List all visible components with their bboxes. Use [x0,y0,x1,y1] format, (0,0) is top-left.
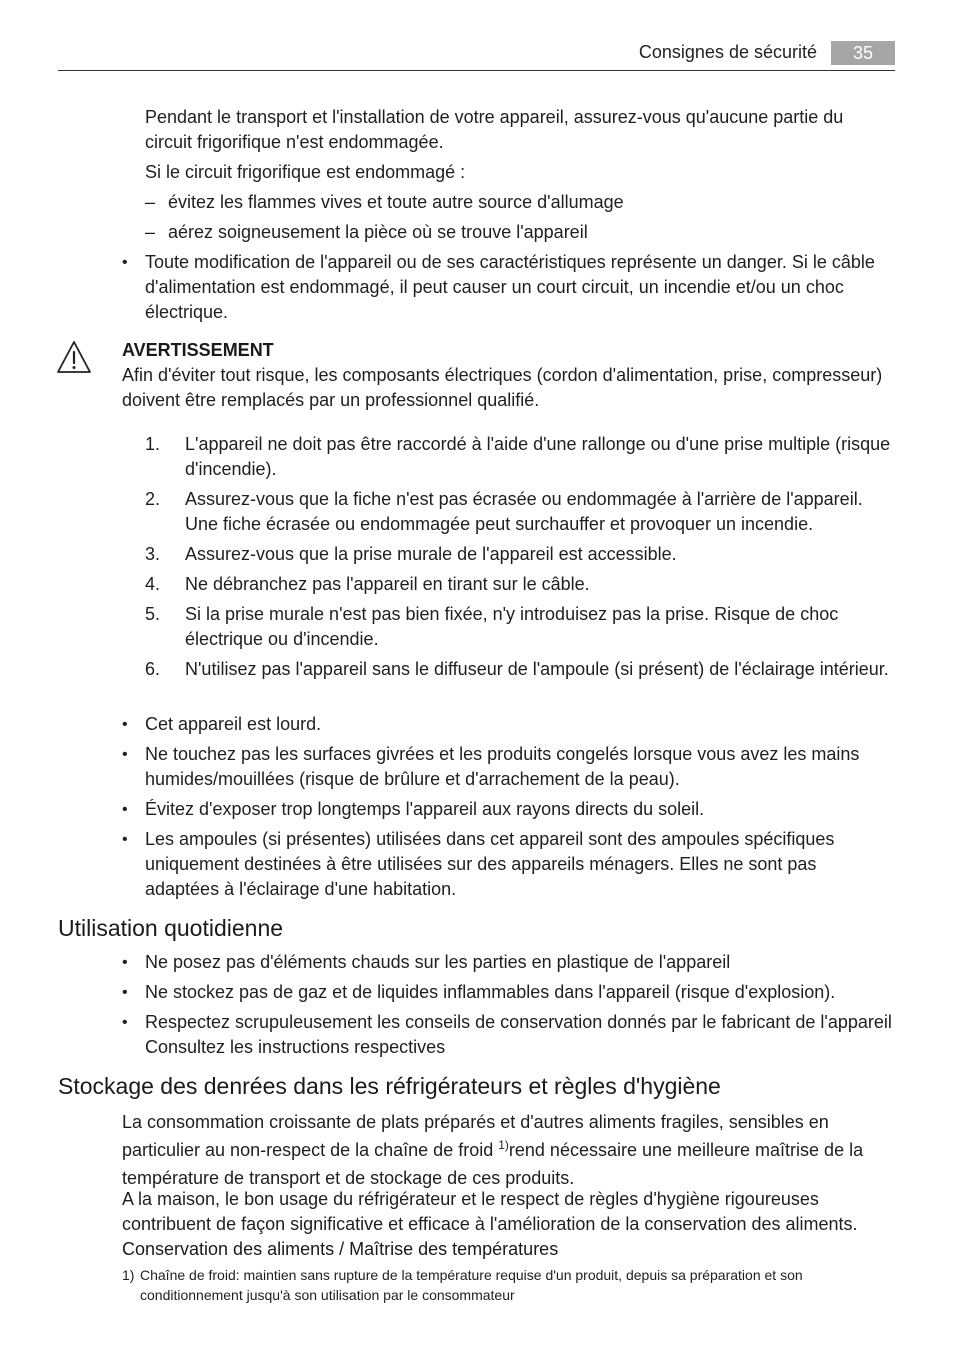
numbered-list-item: 4. Ne débranchez pas l'appareil en tirant sur le câble. [145,572,895,597]
bullet-marker: • [122,716,128,733]
warning-text: Afin d'éviter tout risque, les composants électriques (cordon d'alimentation, prise, compresseur) doivent être remplacés par un professionnel qualifié. [122,365,883,410]
bullet-list-item: • Respectez scrupuleusement les conseils de conservation donnés par le fabricant de l'appareil Consultez les instructions respectives [122,1012,892,1057]
item-number: 2. [145,489,161,509]
bullet-marker: • [122,984,128,1001]
intro-paragraph-2: Si le circuit frigorifique est endommagé : [145,162,466,182]
item-number: 4. [145,574,161,594]
numbered-list-item: 6. N'utilisez pas l'appareil sans le diffuseur de l'ampoule (si présent) de l'éclairage intérieur. [145,657,895,682]
item-number: 3. [145,544,161,564]
bullet-list-item: • Ne touchez pas les surfaces givrées et les produits congelés lorsque vous avez les mains humides/mouillées (risque de brûlure et d'arrachement de la peau). [122,744,860,789]
section-heading-daily-use: Utilisation quotidienne [58,915,284,941]
numbered-list-item: 5. Si la prise murale n'est pas bien fixée, n'y introduisez pas la prise. Risque de choc électrique ou d'incendie. [145,604,839,649]
numbered-list-item: 3. Assurez-vous que la prise murale de l'appareil est accessible. [145,542,895,567]
section-heading-storage: Stockage des denrées dans les réfrigérateurs et règles d'hygiène [58,1073,721,1099]
header-rule [58,70,895,71]
bullet-list-item: • Ne stockez pas de gaz et de liquides inflammables dans l'appareil (risque d'explosion). [122,980,895,1005]
numbered-list-item: 2. Assurez-vous que la fiche n'est pas écrasée ou endommagée à l'arrière de l'appareil. Une fiche écrasée ou endommagée peut surchauffer et provoquer un incendie. [145,489,863,534]
bullet-marker: • [122,746,128,763]
item-number: 6. [145,659,161,679]
item-number: 5. [145,604,161,624]
bullet-list-item: • Évitez d'exposer trop longtemps l'appareil aux rayons directs du soleil. [122,797,895,822]
warning-triangle-icon [56,340,92,374]
dash-list-item: – aérez soigneusement la pièce où se trouve l'appareil [145,220,895,245]
dash-list-item: – évitez les flammes vives et toute autre source d'allumage [145,190,895,215]
bullet-list-item: • Cet appareil est lourd. [122,712,895,737]
footnote [122,1265,895,1305]
bullet-list-item: • Toute modification de l'appareil ou de ses caractéristiques représente un danger. Si le câble d'alimentation est endommagé, il peut causer un court circuit, un incendie et/ou un choc électrique. [122,252,875,322]
dash-marker: – [145,192,156,212]
bullet-list-item: • Les ampoules (si présentes) utilisées dans cet appareil sont des ampoules spécifiques uniquement destinées à être utilisées sur des appareils ménagers. Elles ne sont pas adaptées à l'éclairage d'une habitation. [122,829,835,899]
numbered-list-item: 1. L'appareil ne doit pas être raccordé à l'aide d'une rallonge ou d'une prise multiple (risque d'incendie). [145,434,891,479]
bullet-marker: • [122,254,128,271]
bullet-marker: • [122,1014,128,1031]
running-header-title: Consignes de sécurité [638,42,817,62]
storage-paragraph-1: La consommation croissante de plats préparés et d'autres aliments fragiles, sensibles en particulier au non-respect de la chaîne de froid $^{1)}$rend nécessaire une meilleure maîtrise de la température de transport et de stockage de ces produits. [122,1112,864,1188]
bullet-marker: • [122,831,128,848]
dash-marker: – [145,222,156,242]
footnote-reference: 1) [498,1138,509,1152]
bullet-marker: • [122,801,128,818]
footnote-text: Chaîne de froid: maintien sans rupture de la température requise d'un produit, depuis sa préparation et son conditionnement jusqu'à son utilisation par le consommateur [140,1267,803,1303]
bullet-list-item: • Ne posez pas d'éléments chauds sur les parties en plastique de l'appareil [122,950,895,975]
bullet-marker: • [122,954,128,971]
storage-paragraph-2: A la maison, le bon usage du réfrigérateur et le respect de règles d'hygiène rigoureuses contribuent de façon significative et efficace à l'amélioration de la conservation des aliments. [122,1189,858,1234]
storage-subheading: Conservation des aliments / Maîtrise des températures [122,1239,559,1259]
warning-title: AVERTISSEMENT [122,340,274,360]
item-number: 1. [145,434,161,454]
page-number: 35 [831,41,895,65]
intro-paragraph-1: Pendant le transport et l'installation de votre appareil, assurez-vous qu'aucune partie du circuit frigorifique n'est endommagée. [145,107,844,152]
footnote-mark: 1) [122,1267,135,1283]
